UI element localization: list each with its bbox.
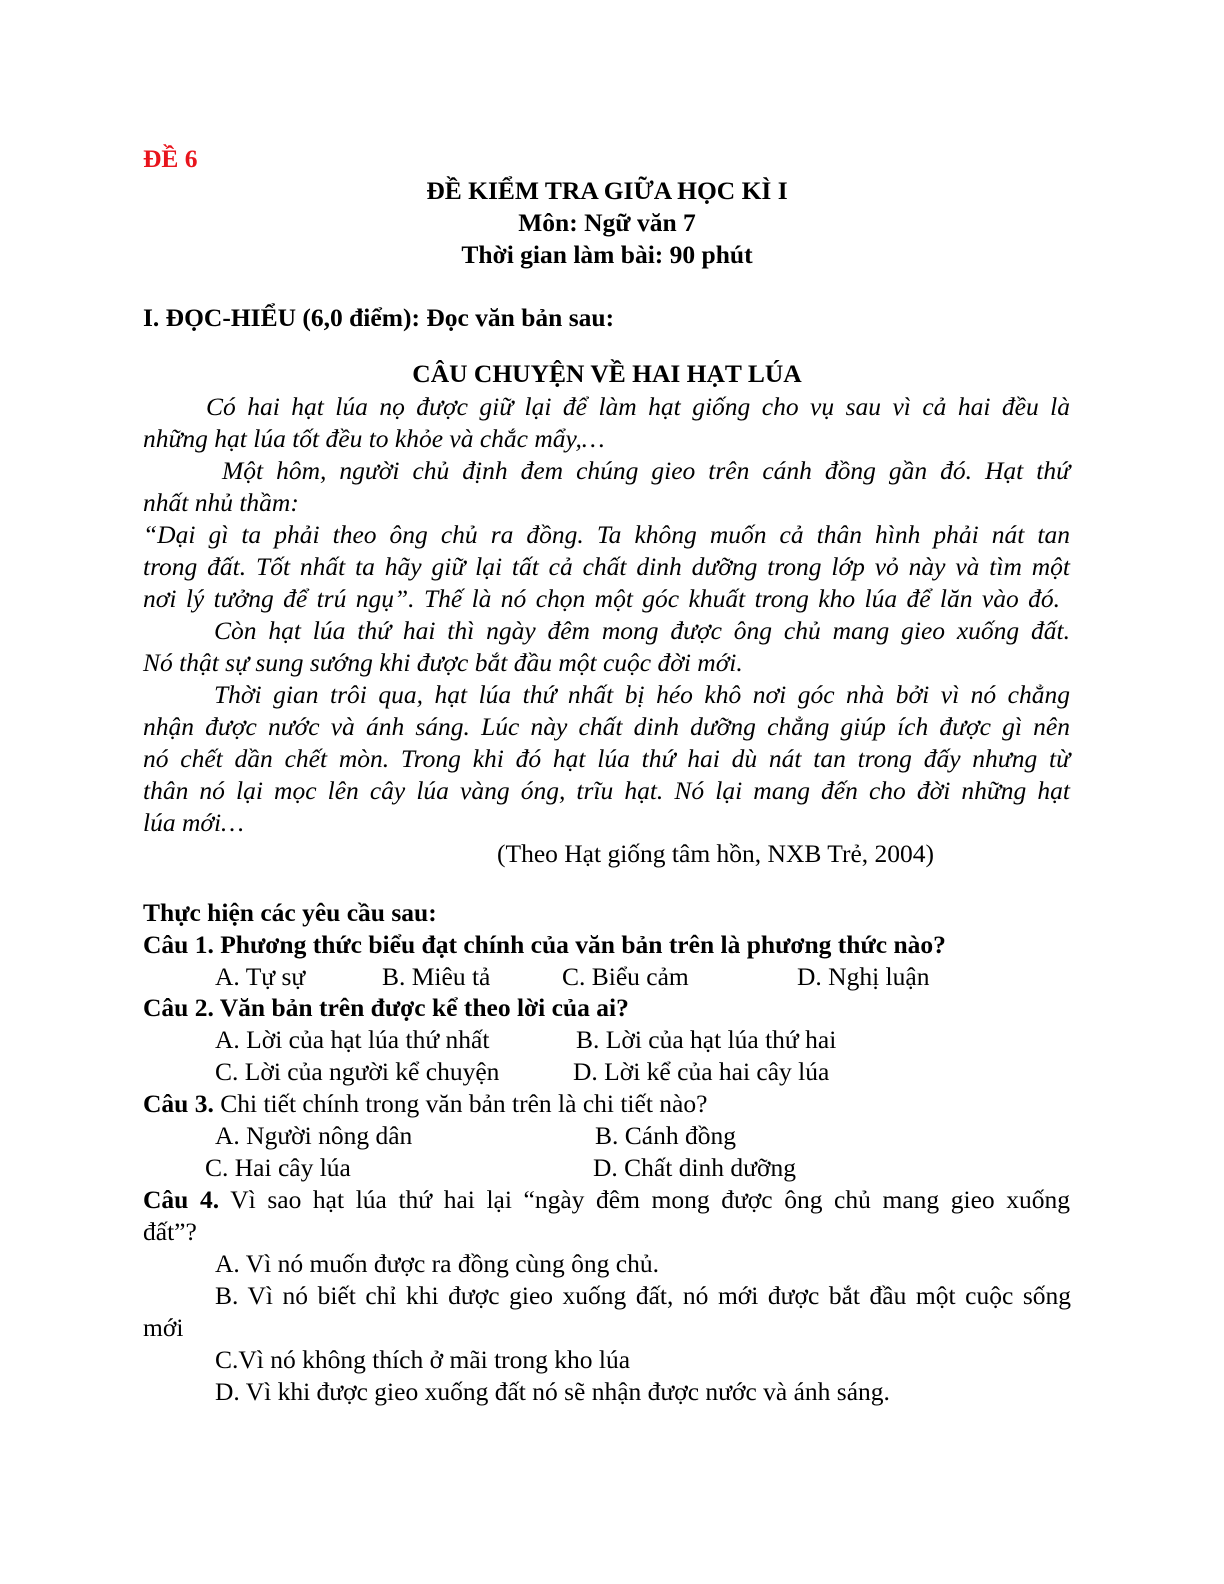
option-b-cont: mới (143, 1313, 184, 1342)
option-a: A. Tự sự (215, 962, 306, 991)
story-line: nơi lý tưởng để trú ngụ”. Thế là nó chọn một góc khuất trong kho lúa để lăn vào đó. (143, 584, 1060, 613)
section-heading: I. ĐỌC-HIỂU (6,0 điểm): Đọc văn bản sau: (143, 303, 615, 332)
story-line: Thời gian trôi qua, hạt lúa thứ nhất bị héo khô nơi góc nhà bởi vì nó chẳng (214, 680, 1070, 709)
option-a: A. Lời của hạt lúa thứ nhất (215, 1025, 490, 1054)
story-line: trong đất. Tốt nhất ta hãy giữ lại tất cả chất dinh dưỡng trong lớp vỏ này và tìm một (143, 552, 1070, 581)
story-source: (Theo Hạt giống tâm hồn, NXB Trẻ, 2004) (497, 839, 935, 868)
story-line: “Dại gì ta phải theo ông chủ ra đồng. Ta không muốn cả thân hình phải nát tan (143, 520, 1070, 549)
story-line: Một hôm, người chủ định đem chúng gieo trên cánh đồng gần đó. Hạt thứ (222, 456, 1070, 485)
option-a: A. Người nông dân (215, 1121, 413, 1150)
story-line: thân nó lại mọc lên cây lúa vàng óng, trĩu hạt. Nó lại mang đến cho đời những hạt (143, 776, 1070, 805)
option-b: B. Miêu tả (382, 962, 491, 991)
question-3-number: Câu 3. (143, 1089, 214, 1118)
option-d: D. Lời kể của hai cây lúa (573, 1057, 830, 1086)
exam-time: Thời gian làm bài: 90 phút (461, 240, 753, 269)
story-line: Nó thật sự sung sướng khi được bắt đầu một cuộc đời mới. (143, 648, 743, 677)
question-3 (143, 1088, 1071, 1120)
option-c: C. Biểu cảm (562, 962, 689, 991)
story-line: nhất nhủ thầm: (143, 488, 299, 517)
question-1: Câu 1. Phương thức biểu đạt chính của văn bản trên là phương thức nào? (143, 930, 946, 959)
question-4 (143, 1184, 1070, 1216)
option-c: C. Hai cây lúa (205, 1153, 351, 1182)
exam-code: ĐỀ 6 (143, 144, 198, 173)
story-line: Có hai hạt lúa nọ được giữ lại để làm hạt giống cho vụ sau vì cả hai đều là (206, 392, 1070, 421)
question-3-text: Chi tiết chính trong văn bản trên là chi tiết nào? (220, 1089, 708, 1118)
story-line: nhận được nước và ánh sáng. Lúc này chất dinh dưỡng chẳng giúp ích được gì nên (143, 712, 1070, 741)
option-a: A. Vì nó muốn được ra đồng cùng ông chủ. (215, 1249, 659, 1278)
question-4-text: Vì sao hạt lúa thứ hai lại “ngày đêm mong được ông chủ mang gieo xuống (230, 1185, 1070, 1214)
question-2: Câu 2. Văn bản trên được kể theo lời của ai? (143, 993, 629, 1022)
story-line: Còn hạt lúa thứ hai thì ngày đêm mong được ông chủ mang gieo xuống đất. (214, 616, 1070, 645)
option-d: D. Chất dinh dưỡng (593, 1153, 796, 1182)
story-line: nó chết dần chết mòn. Trong khi đó hạt lúa thứ hai dù nát tan trong đấy nhưng từ (143, 744, 1070, 773)
question-4-number: Câu 4. (143, 1185, 220, 1214)
option-b: B. Vì nó biết chỉ khi được gieo xuống đất, nó mới được bắt đầu một cuộc sống (215, 1281, 1071, 1310)
tasks-heading: Thực hiện các yêu cầu sau: (143, 898, 437, 927)
exam-title: ĐỀ KIỂM TRA GIỮA HỌC KÌ I (426, 176, 788, 205)
option-c: C. Lời của người kể chuyện (215, 1057, 500, 1086)
story-line: lúa mới… (143, 808, 244, 837)
exam-subject: Môn: Ngữ văn 7 (518, 208, 696, 237)
option-b: B. Lời của hạt lúa thứ hai (576, 1025, 837, 1054)
story-title: CÂU CHUYỆN VỀ HAI HẠT LÚA (412, 359, 802, 388)
option-b: B. Cánh đồng (595, 1121, 736, 1150)
option-d: D. Vì khi được gieo xuống đất nó sẽ nhận được nước và ánh sáng. (215, 1377, 890, 1406)
option-c: C.Vì nó không thích ở mãi trong kho lúa (215, 1345, 631, 1374)
question-4-text-cont: đất”? (143, 1217, 197, 1246)
option-d: D. Nghị luận (797, 962, 930, 991)
story-line: những hạt lúa tốt đều to khỏe và chắc mẩy,… (143, 424, 605, 453)
